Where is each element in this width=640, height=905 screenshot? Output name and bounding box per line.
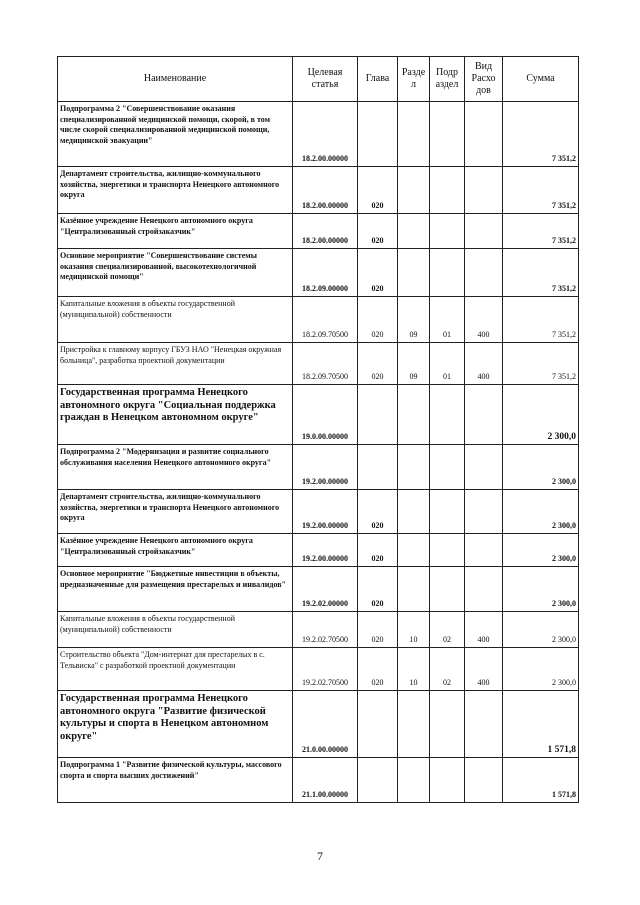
row-sum: 1 571,8 <box>503 758 579 803</box>
row-target: 18.2.09.70500 <box>293 297 358 343</box>
row-subsection <box>430 445 465 490</box>
row-sum: 7 351,2 <box>503 343 579 385</box>
row-target: 19.2.00.00000 <box>293 490 358 534</box>
row-target: 19.0.00.00000 <box>293 385 358 445</box>
row-sum: 2 300,0 <box>503 385 579 445</box>
row-expense-type <box>465 691 503 758</box>
table-row <box>58 567 579 612</box>
row-subsection: 02 <box>430 612 465 648</box>
row-section: 10 <box>398 648 430 691</box>
budget-table <box>57 56 579 803</box>
row-name: Департамент строительства, жилищно-коммунального хозяйства, энергетики и транспорта Ненецкого автономного округа <box>58 167 293 214</box>
header-expense-type: Вид Расхо дов <box>465 57 503 102</box>
row-subsection <box>430 567 465 612</box>
row-chapter: 020 <box>358 612 398 648</box>
row-expense-type: 400 <box>465 297 503 343</box>
row-expense-type: 400 <box>465 343 503 385</box>
row-expense-type <box>465 567 503 612</box>
row-target: 18.2.00.00000 <box>293 167 358 214</box>
row-chapter <box>358 102 398 167</box>
row-sum: 2 300,0 <box>503 648 579 691</box>
row-sum: 1 571,8 <box>503 691 579 758</box>
header-target: Целевая статья <box>293 57 358 102</box>
row-name: Казённое учреждение Ненецкого автономного округа "Централизованный стройзаказчик" <box>58 214 293 249</box>
row-expense-type <box>465 385 503 445</box>
table-row <box>58 691 579 758</box>
header-name: Наименование <box>58 57 293 102</box>
table-row <box>58 214 579 249</box>
row-section <box>398 249 430 297</box>
table-row <box>58 297 579 343</box>
row-expense-type <box>465 490 503 534</box>
table-row <box>58 167 579 214</box>
row-name: Подпрограмма 1 "Развитие физической культуры, массового спорта и спорта высших достижений" <box>58 758 293 803</box>
row-expense-type <box>465 167 503 214</box>
row-chapter: 020 <box>358 648 398 691</box>
row-name: Пристройка к главному корпусу ГБУЗ НАО "Ненецкая окружная больница", разработка проектной документации <box>58 343 293 385</box>
row-target: 19.2.00.00000 <box>293 445 358 490</box>
row-target: 19.2.02.00000 <box>293 567 358 612</box>
table-row <box>58 445 579 490</box>
row-sum: 7 351,2 <box>503 102 579 167</box>
row-expense-type <box>465 445 503 490</box>
row-subsection <box>430 102 465 167</box>
row-sum: 2 300,0 <box>503 534 579 567</box>
row-chapter <box>358 691 398 758</box>
table-row <box>58 343 579 385</box>
table-row <box>58 534 579 567</box>
row-section <box>398 102 430 167</box>
header-row <box>58 57 579 102</box>
row-section <box>398 445 430 490</box>
row-section <box>398 214 430 249</box>
row-name: Казённое учреждение Ненецкого автономного округа "Централизованный стройзаказчик" <box>58 534 293 567</box>
row-expense-type <box>465 758 503 803</box>
row-name: Подпрограмма 2 "Модернизация и развитие социального обслуживания населения Ненецкого автономного округа" <box>58 445 293 490</box>
row-target: 19.2.00.00000 <box>293 534 358 567</box>
row-target: 19.2.02.70500 <box>293 612 358 648</box>
table-row <box>58 102 579 167</box>
row-section <box>398 758 430 803</box>
row-subsection <box>430 385 465 445</box>
row-target: 21.0.00.00000 <box>293 691 358 758</box>
row-chapter: 020 <box>358 249 398 297</box>
table-row <box>58 490 579 534</box>
row-section: 09 <box>398 297 430 343</box>
row-sum: 7 351,2 <box>503 167 579 214</box>
row-chapter <box>358 385 398 445</box>
row-target: 18.2.09.70500 <box>293 343 358 385</box>
row-expense-type <box>465 534 503 567</box>
row-name: Государственная программа Ненецкого автономного округа "Развитие физической культуры и спорта в Ненецком автономном округе" <box>58 691 293 758</box>
row-subsection <box>430 167 465 214</box>
row-chapter: 020 <box>358 343 398 385</box>
row-subsection <box>430 249 465 297</box>
table-row <box>58 249 579 297</box>
row-subsection <box>430 534 465 567</box>
row-chapter: 020 <box>358 167 398 214</box>
row-expense-type <box>465 102 503 167</box>
row-subsection: 01 <box>430 297 465 343</box>
row-chapter: 020 <box>358 297 398 343</box>
row-name: Капитальные вложения в объекты государственной (муниципальной) собственности <box>58 297 293 343</box>
row-expense-type <box>465 214 503 249</box>
row-subsection: 02 <box>430 648 465 691</box>
row-sum: 2 300,0 <box>503 612 579 648</box>
row-name: Подпрограмма 2 "Совершенствование оказания специализированной медицинской помощи, скорой, в том числе скорой специализированной медицинской помощи, медицинской эвакуации" <box>58 102 293 167</box>
header-chapter: Глава <box>358 57 398 102</box>
row-section <box>398 385 430 445</box>
row-target: 18.2.00.00000 <box>293 102 358 167</box>
header-section: Разде л <box>398 57 430 102</box>
row-name: Департамент строительства, жилищно-коммунального хозяйства, энергетики и транспорта Ненецкого автономного округа <box>58 490 293 534</box>
row-name: Строительство объекта "Дом-интернат для престарелых в с. Тельвиска" с разработкой проектной документации <box>58 648 293 691</box>
row-section <box>398 691 430 758</box>
table-row <box>58 612 579 648</box>
row-expense-type <box>465 249 503 297</box>
row-chapter: 020 <box>358 214 398 249</box>
row-section <box>398 490 430 534</box>
row-section <box>398 167 430 214</box>
row-subsection <box>430 758 465 803</box>
row-sum: 7 351,2 <box>503 214 579 249</box>
row-chapter: 020 <box>358 490 398 534</box>
table-row <box>58 385 579 445</box>
row-section: 10 <box>398 612 430 648</box>
row-sum: 2 300,0 <box>503 490 579 534</box>
row-name: Государственная программа Ненецкого автономного округа "Социальная поддержка граждан в Ненецком автономном округе" <box>58 385 293 445</box>
row-sum: 7 351,2 <box>503 249 579 297</box>
row-section: 09 <box>398 343 430 385</box>
row-chapter <box>358 445 398 490</box>
row-target: 18.2.00.00000 <box>293 214 358 249</box>
page-number: 7 <box>317 849 323 863</box>
row-chapter <box>358 758 398 803</box>
row-name: Основное мероприятие "Совершенствование системы оказания специализированной, высокотехнологичной медицинской помощи" <box>58 249 293 297</box>
row-target: 21.1.00.00000 <box>293 758 358 803</box>
row-name: Капитальные вложения в объекты государственной (муниципальной) собственности <box>58 612 293 648</box>
row-expense-type: 400 <box>465 648 503 691</box>
row-expense-type: 400 <box>465 612 503 648</box>
table-row <box>58 648 579 691</box>
row-chapter: 020 <box>358 567 398 612</box>
row-subsection <box>430 691 465 758</box>
row-name: Основное мероприятие "Бюджетные инвестиции в объекты, предназначенные для размещения престарелых и инвалидов" <box>58 567 293 612</box>
row-sum: 7 351,2 <box>503 297 579 343</box>
row-subsection: 01 <box>430 343 465 385</box>
header-subsection: Подр аздел <box>430 57 465 102</box>
row-sum: 2 300,0 <box>503 567 579 612</box>
header-sum: Сумма <box>503 57 579 102</box>
row-chapter: 020 <box>358 534 398 567</box>
row-sum: 2 300,0 <box>503 445 579 490</box>
row-section <box>398 534 430 567</box>
table-row <box>58 758 579 803</box>
row-subsection <box>430 214 465 249</box>
row-target: 18.2.09.00000 <box>293 249 358 297</box>
row-subsection <box>430 490 465 534</box>
row-section <box>398 567 430 612</box>
row-target: 19.2.02.70500 <box>293 648 358 691</box>
